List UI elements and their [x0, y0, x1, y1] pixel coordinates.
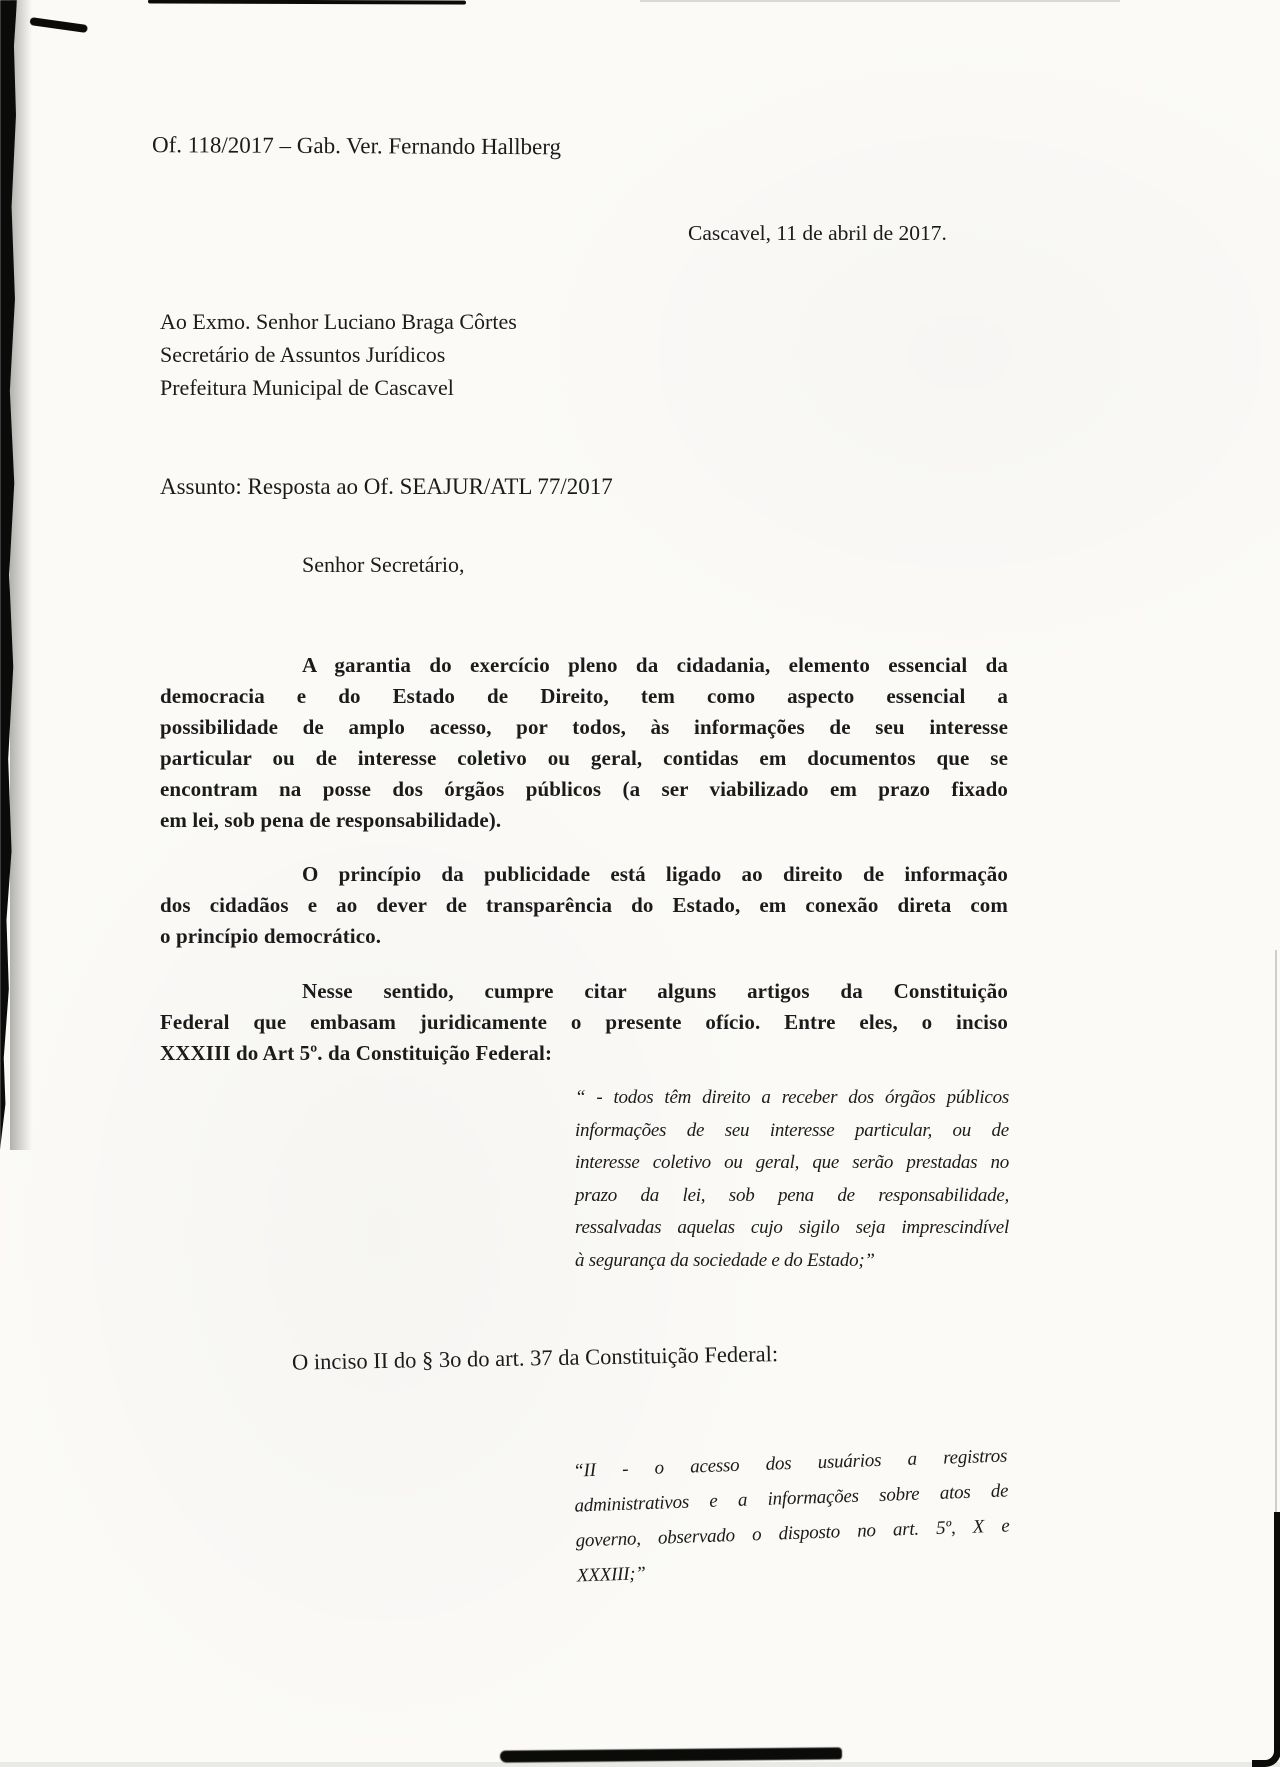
document-reference: Of. 118/2017 – Gab. Ver. Fernando Hallberg [151, 132, 562, 160]
recipient-block: Ao Exmo. Senhor Luciano Braga Côrtes Secretário de Assuntos Jurídicos Prefeitura Municipal de Cascavel [160, 309, 517, 400]
body-paragraph-2: O princípio da publicidade está ligado ao direito de informação dos cidadãos e ao dever de transparência do Estado, em conexão direta com o princípio democrático. [160, 862, 1008, 948]
scan-artifact-right-edge-faint [1275, 950, 1277, 1530]
constitution-quote-art37: “II - o acesso dos usuários a registros administrativos e a informações sobre atos de governo, observado o disposto no art. 5º, X e XXXIII;” [572, 1445, 1010, 1587]
legal-reference-line: O inciso II do § 3o do art. 37 da Constituição Federal: [291, 1341, 779, 1375]
scan-artifact-top-line [148, 0, 466, 5]
constitution-quote-art5: “ - todos têm direito a receber dos órgãos públicos informações de seu interesse particular, ou de interesse coletivo ou geral, que serão prestadas no prazo da lei, sob pena de responsabilidade, ressalvadas aquelas cujo sigilo seja imprescindível à segurança da sociedade e do Estado;” [575, 1087, 1009, 1271]
scan-artifact-top-line-faint [640, 0, 1120, 2]
subject-line: Assunto: Resposta ao Of. SEAJUR/ATL 77/2017 [160, 474, 613, 499]
left-edge-shadow [10, 0, 36, 1150]
date-line: Cascavel, 11 de abril de 2017. [688, 221, 947, 245]
scan-artifact-bottom-bar [500, 1747, 842, 1762]
body-paragraph-3: Nesse sentido, cumpre citar alguns artigos da Constituição Federal que embasam juridicamente o presente ofício. Entre eles, o inciso XXXIII do Art 5º. da Constituição Federal: [160, 979, 1008, 1065]
body-paragraph-1: A garantia do exercício pleno da cidadania, elemento essencial da democracia e do Estado de Direito, tem como aspecto essencial a possibilidade de amplo acesso, por todos, às informações de seu interesse particular ou de interesse coletivo ou geral, contidas em documentos que se encontram na posse dos órgãos públicos (a ser viabilizado em prazo fixado em lei, sob pena de responsabilidade). [160, 653, 1008, 832]
scan-artifact-right-edge [1252, 1512, 1280, 1767]
scan-artifact-top-dash [29, 17, 88, 33]
salutation: Senhor Secretário, [302, 552, 465, 577]
